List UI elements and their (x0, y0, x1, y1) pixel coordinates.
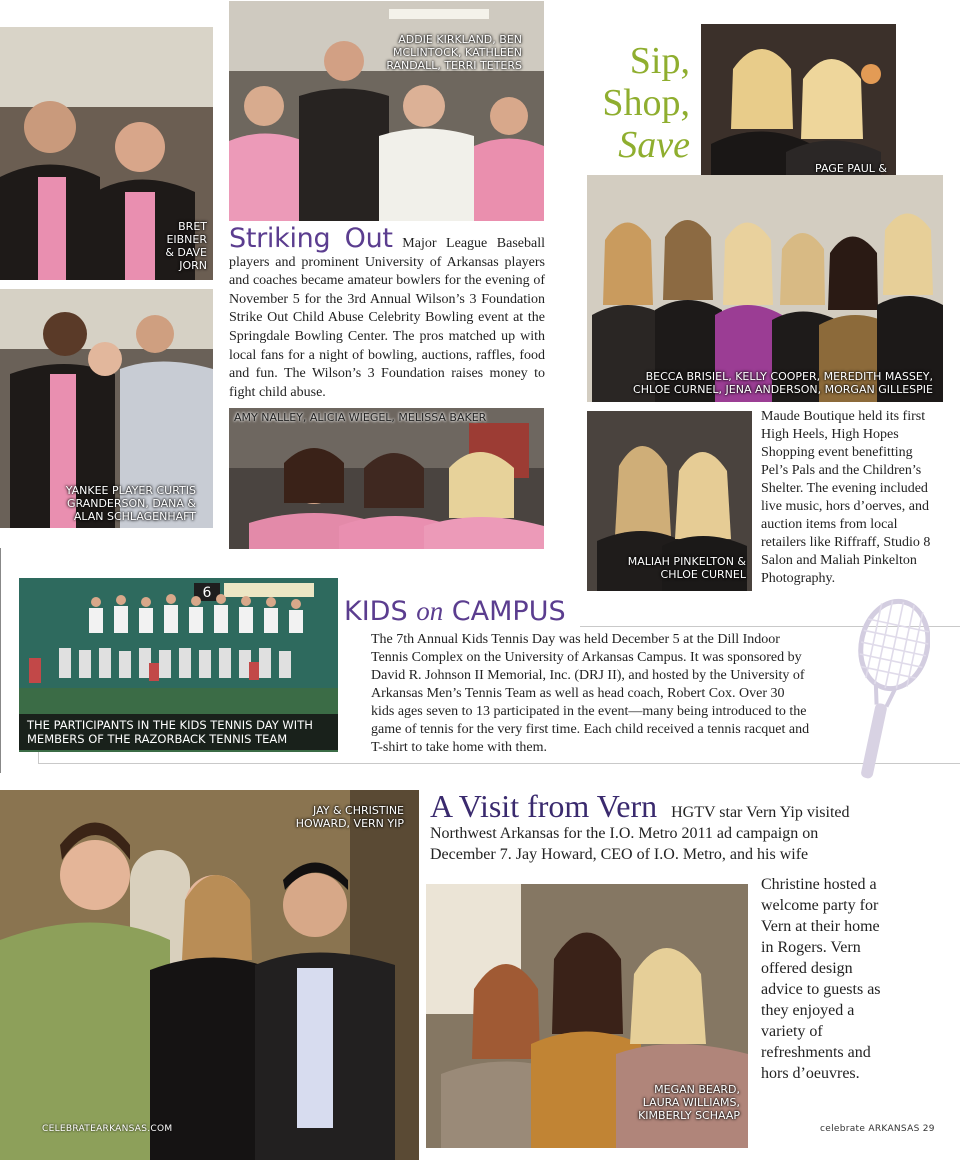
caption-page-paul: PAGE PAUL & (815, 162, 887, 175)
caption-yankee: YANKEE PLAYER CURTIS GRANDERSON, DANA & ALAN SCHLAGENHAFT (65, 484, 196, 523)
photo-amy-nalley-group (229, 408, 544, 549)
caption-jay-christine-howard: JAY & CHRISTINE HOWARD, VERN YIP (295, 804, 404, 830)
caption-bret-dave: BRET EIBNER & DAVE JORN (165, 220, 207, 272)
caption-megan-beard: MEGAN BEARD, LAURA WILLIAMS, KIMBERLY SCHAAP (638, 1083, 740, 1122)
campus-title-word: CAMPUS (451, 596, 566, 627)
footer-website: CELEBRATEARKANSAS.COM (42, 1124, 173, 1134)
footer-celebrate: celebrate (820, 1124, 866, 1134)
photo-becca-brisiel-group (587, 175, 943, 402)
kids-section-rule-bottom (38, 763, 960, 764)
save-title-line: Save (618, 124, 690, 166)
caption-amy-nalley: AMY NALLEY, ALICIA WIEGEL, MELISSA BAKER (234, 411, 487, 424)
tennis-racquet-icon (840, 596, 930, 782)
caption-becca-brisiel: BECCA BRISIEL, KELLY COOPER, MEREDITH MASSEY, CHLOE CURNEL, JENA ANDERSON, MORGAN GILLESPIE (633, 370, 933, 396)
striking-out-article (229, 223, 546, 402)
caption-kids-tennis: THE PARTICIPANTS IN THE KIDS TENNIS DAY WITH MEMBERS OF THE RAZORBACK TENNIS TEAM (19, 714, 338, 750)
sip-shop-save-body: Maude Boutique held its first High Heels, High Hopes Shopping event benefitting Pel’s Pals and the Children’s Shelter. The evening included live music, hors d’oerves, and auction items from local retailers like Riffraff, Studio 8 Salon and Maliah Pinkelton Photography. (761, 409, 931, 586)
on-title-word: on (416, 596, 444, 626)
kids-title-word: KIDS (344, 596, 408, 627)
kids-on-campus-body: The 7th Annual Kids Tennis Day was held December 5 at the Dill Indoor Tennis Complex on the University of Arkansas Campus. It was sponsored by David R. Johnson II Memorial, Inc. (DRJ II), and hosted by the University of Arkansas Men’s Tennis Team as well as head coach, Robert Cox. Over 30 kids ages seven to 13 participated in the event—many being introduced to the game of tennis for the very first time. Each child received a tennis racquet and T-shirt to take home with them. (371, 632, 810, 755)
striking-out-body: Major League Baseball players and prominent University of Arkansas players and coaches became amateur bowlers for the evening of November 5 for the 3rd Annual Wilson’s 3 Foundation Strike Out Child Abuse Celebrity Bowling event at the Springdale Bowling Center. The pros matched up with local fans for a night of bowling, auctions, raffles, food and fun. The Wilson’s 3 Foundation raises money to fight child abuse. (229, 236, 546, 400)
kids-on-campus-title (344, 594, 566, 629)
caption-maliah-pinkelton: MALIAH PINKELTON & CHLOE CURNEL (627, 555, 746, 581)
left-margin-rule (0, 548, 1, 773)
court-number: 6 (202, 585, 212, 601)
vern-body-top: HGTV star Vern Yip visited Northwest Arkansas for the I.O. Metro 2011 ad campaign on December 7. Jay Howard, CEO of I.O. Metro, and his wife (430, 804, 850, 863)
vern-title: A Visit from Vern (430, 788, 658, 824)
sip-shop-save-title (560, 40, 690, 166)
striking-out-title: Striking Out (229, 223, 393, 254)
caption-addie-kirkland: ADDIE KIRKLAND, BEN MCLINTOCK, KATHLEEN RANDALL, TERRI TETERS (386, 33, 522, 72)
footer-page-label (820, 1124, 935, 1134)
page-number: 29 (922, 1124, 935, 1134)
shop-title-line: Shop, (602, 82, 690, 124)
footer-brand: ARKANSAS (868, 1124, 920, 1134)
sip-title-line: Sip, (629, 40, 690, 82)
photo-jay-christine-howard-vern-yip (0, 790, 419, 1160)
vern-body-side: Christine hosted a welcome party for Vern at their home in Rogers. Vern offered design advice to guests as they enjoyed a variety of refreshments and hors d’oeuvres. (761, 876, 881, 1082)
vern-article-top (430, 788, 880, 865)
